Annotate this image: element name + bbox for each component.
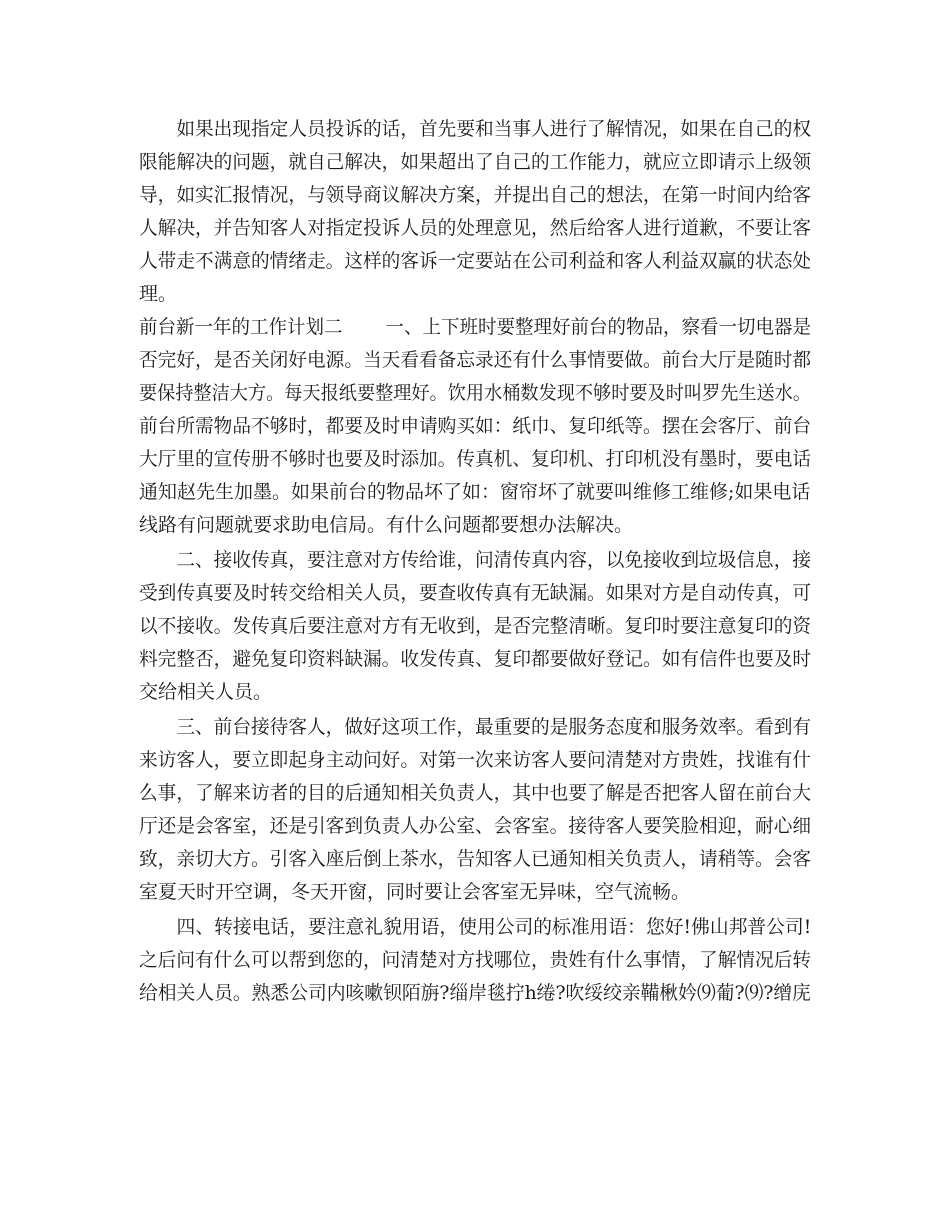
text-line: 导，如实汇报情况，与领导商议解决方案，并提出自己的想法，在第一时间内给客 [139, 184, 812, 206]
text-line: 室夏天时开空调，冬天开窗，同时要让会客室无异味，空气流畅。 [139, 881, 691, 903]
text-line: 二、接收传真，要注意对方传给谁，问清传真内容，以免接收到垃圾信息，接 [139, 549, 812, 571]
text-line: 大厅里的宣传册不够时也要及时添加。传真机、复印机、打印机没有墨时，要电话 [139, 448, 812, 470]
text-line: 交给相关人员。 [139, 681, 273, 703]
text-line: 理。 [139, 283, 178, 305]
text-line: 四、转接电话，要注意礼貌用语，使用公司的标准用语：您好!佛山邦普公司! [139, 916, 812, 938]
text-line: 料完整否，避免复印资料缺漏。收发传真、复印都要做好登记。如有信件也要及时 [139, 648, 812, 670]
text-line: 给相关人员。熟悉公司内咳嗽钡陌旃?缁岸毯拧h绻?吹绥绞亲鞴楸妗⑼葡?⑼?缯庑 [139, 982, 811, 1004]
text-line: 线路有问题就要求助电信局。有什么问题都要想办法解决。 [139, 514, 634, 536]
text-line: 三、前台接待客人，做好这项工作，最重要的是服务态度和服务效率。看到有 [139, 716, 812, 738]
text-line: 致，亲切大方。引客入座后倒上茶水，告知客人已通知相关负责人，请稍等。会客 [139, 848, 812, 870]
text-line: 否完好，是否关闭好电源。当天看看备忘录还有什么事情要做。前台大厅是随时都 [139, 349, 812, 371]
text-line: 要保持整洁大方。每天报纸要整理好。饮用水桶数发现不够时要及时叫罗先生送水。 [139, 382, 812, 404]
text-line: 前台所需物品不够时，都要及时申请购买如：纸巾、复印纸等。摆在会客厅、前台 [139, 415, 812, 437]
text-line: 么事，了解来访者的目的后通知相关负责人，其中也要了解是否把客人留在前台大 [139, 782, 812, 804]
text-line: 前台新一年的工作计划二 一、上下班时要整理好前台的物品，察看一切电器是 [139, 316, 812, 338]
text-line: 厅还是会客室，还是引客到负责人办公室、会客室。接待客人要笑脸相迎，耐心细 [139, 815, 812, 837]
text-line: 如果出现指定人员投诉的话，首先要和当事人进行了解情况，如果在自己的权 [139, 118, 812, 140]
text-line: 通知赵先生加墨。如果前台的物品坏了如：窗帘坏了就要叫维修工维修;如果电话 [139, 481, 811, 503]
text-line: 来访客人，要立即起身主动问好。对第一次来访客人要问清楚对方贵姓，找谁有什 [139, 749, 812, 771]
text-line: 之后问有什么可以帮到您的，问清楚对方找哪位，贵姓有什么事情，了解情况后转 [139, 949, 812, 971]
text-line: 人带走不满意的情绪走。这样的客诉一定要站在公司利益和客人利益双赢的状态处 [139, 250, 812, 272]
text-line: 受到传真要及时转交给相关人员，要查收传真有无缺漏。如果对方是自动传真，可 [139, 582, 812, 604]
text-line: 人解决，并告知客人对指定投诉人员的处理意见，然后给客人进行道歉，不要让客 [139, 217, 812, 239]
text-line: 限能解决的问题，就自己解决，如果超出了自己的工作能力，就应立即请示上级领 [139, 151, 812, 173]
text-line: 以不接收。发传真后要注意对方有无收到，是否完整清晰。复印时要注意复印的资 [139, 615, 812, 637]
